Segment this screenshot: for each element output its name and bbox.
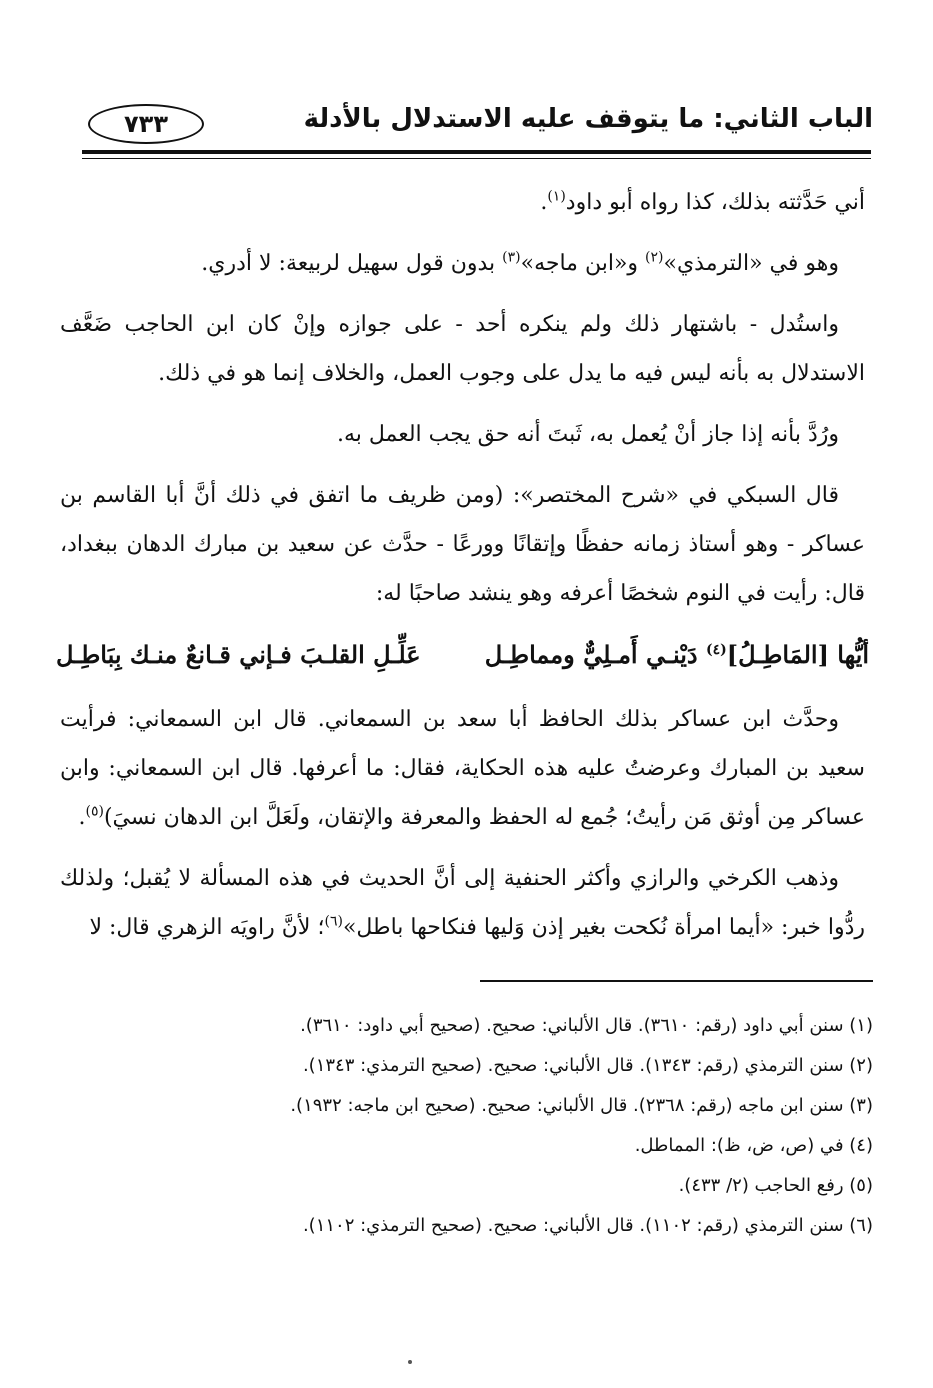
footnote-ref-3: (٣) (502, 249, 521, 266)
running-title: الباب الثاني: ما يتوقف عليه الاستدلال بالأدلة (303, 104, 873, 134)
footnote-ref-4: (٤) (705, 642, 727, 658)
paragraph-text: بدون قول سهيل لربيعة: لا أدري. (201, 251, 503, 276)
paragraph-tail: ؛ لأنَّ راويَه الزهري قال: لا (89, 915, 325, 940)
footnote-5: (٥) رفع الحاجب (٢/ ٤٣٣). (678, 1175, 873, 1196)
footnote-4: (٤) في (ص، ض، ظ): المماطل. (634, 1135, 873, 1156)
poem-verse (56, 630, 869, 679)
paragraph-text: و«ابن ماجه» (520, 251, 646, 276)
paragraph-tail: . (78, 805, 86, 830)
hemistich-text: أيُّها [المَاطِـلُ] (726, 640, 869, 669)
footnote-3: (٣) سنن ابن ماجه (رقم: ٢٣٦٨). قال الألباني: صحيح. (صحيح ابن ماجه: ١٩٣٢). (290, 1095, 873, 1116)
footnote-ref-5: (٥) (85, 803, 104, 820)
paragraph-tail: . (540, 190, 548, 215)
paragraph-5: قال السبكي في «شرح المختصر»: (ومن ظريف ما اتفق في ذلك أنَّ أبا القاسم بن عساكر - وهو أستاذ زمانه حفظًا وإتقانًا وورعًا - حدَّث عن سعيد بن مبارك الدهان ببغداد، قال: رأيت في النوم شخصًا أعرفه وهو ينشد صاحبًا له: (60, 483, 865, 606)
header-rule-thin (82, 158, 871, 159)
hemistich-text: دَيْنـي أَمـلِيٌّ ومماطِـل (484, 640, 706, 669)
paragraph-4: ورُدَّ بأنه إذا جاز أنْ يُعمل به، ثَبتَ أنه حق يجب العمل به. (336, 422, 839, 447)
header-rule-thick (82, 150, 871, 154)
paragraph-text: وذهب الكرخي والرازي وأكثر الحنفية إلى أنَّ الحديث في هذه المسألة لا يُقبل؛ ولذلك ردُّوا خبر: «أيما امرأة نُكحت بغير إذن وَليها فنكاحها باطل» (60, 866, 865, 940)
footnote-ref-2: (٢) (645, 249, 664, 266)
page-number: ٧٣٣ (88, 104, 204, 144)
footnotes (60, 1006, 873, 1246)
paragraph-7 (60, 854, 865, 952)
paragraph-text: وحدَّث ابن عساكر بذلك الحافظ أبا سعد بن السمعاني. قال ابن السمعاني: فرأيت سعيد بن المبارك وعرضتُ عليه هذه الحكاية، فقال: ما أعرفها. قال ابن السمعاني: وابن عساكر مِن أوثق مَن رأيتُ؛ جُمع له الحفظ والمعرفة والإتقان، ولَعَلَّ ابن الدهان نسيَ) (60, 707, 865, 830)
poem-second-hemistich: عَلِّـلِ القلـبَ فـإني قـانعٌ منـك بِبَاطِـل (56, 640, 421, 669)
paragraph-1 (60, 178, 865, 227)
paragraph-text: أني حَدَّثته بذلك، كذا رواه أبو داود (565, 190, 865, 215)
poem-first-hemistich (485, 630, 869, 679)
footnote-6: (٦) سنن الترمذي (رقم: ١١٠٢). قال الألباني: صحيح. (صحيح الترمذي: ١١٠٢). (302, 1215, 873, 1236)
footnote-separator (480, 980, 873, 982)
main-text (56, 178, 869, 964)
footnote-ref-6: (٦) (324, 913, 343, 930)
footnote-1: (١) سنن أبي داود (رقم: ٣٦١٠). قال الألباني: صحيح. (صحيح أبي داود: ٣٦١٠). (300, 1015, 873, 1036)
paragraph-2 (60, 239, 865, 288)
paragraph-text: وهو في «الترمذي» (663, 251, 839, 276)
paragraph-3: واستُدل - باشتهار ذلك ولم ينكره أحد - على جوازه وإنْ كان ابن الحاجب ضَعَّف الاستدلال به بأنه ليس فيه ما يدل على وجوب العمل، والخلاف إنما هو في ذلك. (60, 312, 865, 386)
page-speck (408, 1360, 412, 1364)
footnote-2: (٢) سنن الترمذي (رقم: ١٣٤٣). قال الألباني: صحيح. (صحيح الترمذي: ١٣٤٣). (302, 1055, 873, 1076)
footnote-ref-1: (١) (547, 188, 566, 205)
paragraph-6 (60, 695, 865, 842)
page-header (70, 100, 873, 148)
